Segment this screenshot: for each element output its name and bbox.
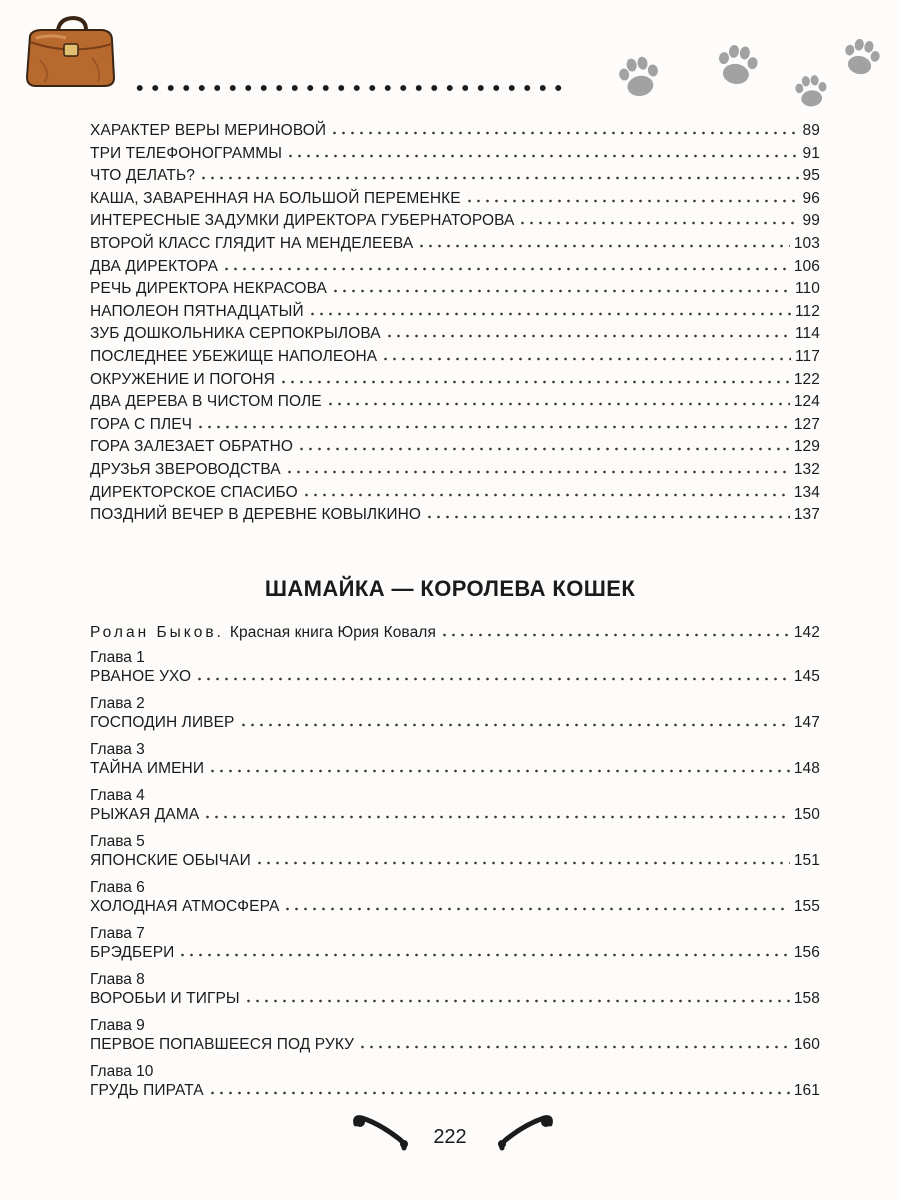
dot-leader [222, 267, 790, 271]
chapter-page: 155 [793, 898, 820, 915]
toc-entry-title: КАША, ЗАВАРЕННАЯ НА БОЛЬШОЙ ПЕРЕМЕНКЕ [90, 189, 461, 207]
chapter-page: 145 [793, 668, 820, 685]
toc-entry [90, 438, 820, 461]
chapter-row [90, 1036, 820, 1060]
section-title: ШАМАЙКА — КОРОЛЕВА КОШЕК [264, 576, 636, 601]
toc-entry-page: 96 [802, 189, 820, 207]
chapter-title: ЯПОНСКИЕ ОБЫЧАИ [90, 852, 251, 869]
chapter-label: Глава 6 [90, 879, 145, 896]
chapter-title: РВАНОЕ УХО [90, 668, 192, 685]
chapter-row [90, 668, 820, 692]
dot-leader [302, 493, 790, 497]
chapter-row [90, 1082, 820, 1106]
toc-entry-page: 110 [794, 280, 820, 298]
chapter-entry [90, 878, 820, 924]
toc-entry-page: 117 [794, 347, 820, 365]
dot-leader [518, 221, 798, 225]
dot-leader [381, 357, 791, 361]
chapter-title: ХОЛОДНАЯ АТМОСФЕРА [90, 898, 280, 915]
chapter-page: 147 [793, 714, 820, 731]
toc-list-shamaika [90, 624, 820, 1108]
chapter-entry [90, 924, 820, 970]
toc-entry-page: 106 [793, 257, 820, 275]
toc-entry-title: ПОЗДНИЙ ВЕЧЕР В ДЕРЕВНЕ КОВЫЛКИНО [90, 506, 422, 524]
toc-entry [90, 484, 820, 507]
foreword-entry [90, 624, 820, 648]
toc-entry [90, 167, 820, 190]
dot-leader [195, 677, 790, 681]
dot-leader [297, 447, 790, 451]
dot-leader [286, 154, 799, 158]
toc-entry [90, 122, 820, 145]
dot-leader [196, 425, 790, 429]
dot-leader [178, 953, 789, 957]
chapter-row [90, 852, 820, 876]
chapter-label: Глава 7 [90, 925, 145, 942]
chapter-page: 156 [793, 944, 820, 961]
toc-entry-title: ЗУБ ДОШКОЛЬНИКА СЕРПОКРЫЛОВА [90, 325, 381, 343]
toc-entry-title: ДРУЗЬЯ ЗВЕРОВОДСТВА [90, 460, 281, 478]
toc-entry [90, 235, 820, 258]
chapter-page: 160 [793, 1036, 820, 1053]
chapter-row [90, 714, 820, 738]
chapter-row [90, 990, 820, 1014]
toc-entry-page: 127 [793, 415, 820, 433]
dot-leader [358, 1045, 790, 1049]
chapter-label: Глава 1 [90, 649, 145, 666]
toc-entry-page: 132 [793, 460, 820, 478]
toc-entry [90, 145, 820, 168]
chapter-title: ТАЙНА ИМЕНИ [90, 760, 205, 777]
toc-entry-page: 134 [793, 483, 820, 501]
page-number: 222 [433, 1126, 467, 1148]
toc-entry-title: ДВА ДИРЕКТОРА [90, 257, 219, 275]
chapter-label: Глава 9 [90, 1017, 145, 1034]
chapter-title: ГОСПОДИН ЛИВЕР [90, 714, 235, 731]
toc-entry-page: 124 [793, 393, 820, 411]
toc-entry-title: ВТОРОЙ КЛАСС ГЛЯДИТ НА МЕНДЕЛЕЕВА [90, 234, 414, 252]
toc-entry-page: 137 [793, 506, 820, 524]
chapter-label: Глава 3 [90, 741, 145, 758]
dot-leader [279, 380, 790, 384]
toc-entry-page: 89 [802, 122, 820, 139]
dot-leader [308, 312, 791, 316]
chapter-title: ВОРОБЬИ И ТИГРЫ [90, 990, 240, 1007]
dot-leader [285, 470, 790, 474]
dot-leader [425, 515, 790, 519]
curled-ornament-icon [490, 1112, 556, 1152]
toc-entry-title: РЕЧЬ ДИРЕКТОРА НЕКРАСОВА [90, 280, 327, 298]
chapter-entry [90, 1062, 820, 1108]
toc-entry-page: 112 [794, 302, 820, 320]
toc-entry [90, 506, 820, 529]
dotted-ornament [132, 82, 562, 94]
chapter-row [90, 760, 820, 784]
briefcase-icon [22, 12, 118, 90]
chapter-title: РЫЖАЯ ДАМА [90, 806, 200, 823]
toc-entry-title: ХАРАКТЕР ВЕРЫ МЕРИНОВОЙ [90, 122, 327, 139]
toc-entry-page: 99 [802, 212, 820, 230]
toc-entry-page: 129 [793, 438, 820, 456]
dot-leader [208, 769, 790, 773]
toc-entry-title: НАПОЛЕОН ПЯТНАДЦАТЫЙ [90, 302, 304, 320]
chapter-title: ПЕРВОЕ ПОПАВШЕЕСЯ ПОД РУКУ [90, 1036, 355, 1053]
chapter-page: 150 [793, 806, 820, 823]
toc-list [90, 122, 820, 529]
chapter-label: Глава 5 [90, 833, 145, 850]
dot-leader [244, 999, 790, 1003]
chapter-label: Глава 8 [90, 971, 145, 988]
dot-leader [199, 176, 799, 180]
dot-leader [283, 907, 789, 911]
chapter-page: 151 [793, 852, 820, 869]
toc-entry [90, 461, 820, 484]
dot-leader [239, 723, 790, 727]
chapter-entry [90, 740, 820, 786]
toc-entry [90, 212, 820, 235]
toc-entry [90, 371, 820, 394]
toc-entry-title: ДВА ДЕРЕВА В ЧИСТОМ ПОЛЕ [90, 393, 322, 411]
toc-entry [90, 393, 820, 416]
chapter-row [90, 806, 820, 830]
chapter-entry [90, 786, 820, 832]
chapter-entry [90, 694, 820, 740]
toc-entry-page: 114 [794, 325, 820, 343]
dot-leader [330, 131, 798, 135]
paw-prints-icon [605, 24, 895, 120]
toc-entry-page: 122 [793, 370, 820, 388]
chapter-row [90, 898, 820, 922]
toc-entry-page: 103 [793, 234, 820, 252]
toc-entry-title: ПОСЛЕДНЕЕ УБЕЖИЩЕ НАПОЛЕОНА [90, 347, 378, 365]
chapter-entry [90, 648, 820, 694]
toc-entry [90, 258, 820, 281]
chapter-page: 158 [793, 990, 820, 1007]
toc-entry [90, 348, 820, 371]
chapter-page: 161 [793, 1082, 820, 1099]
dot-leader [440, 633, 790, 637]
toc-entry-title: ТРИ ТЕЛЕФОНОГРАММЫ [90, 144, 283, 162]
toc-entry [90, 325, 820, 348]
chapter-title: ГРУДЬ ПИРАТА [90, 1082, 204, 1099]
toc-entry [90, 280, 820, 303]
foreword-title: Красная книга Юрия Коваля [229, 624, 436, 641]
dot-leader [326, 402, 790, 406]
chapter-label: Глава 10 [90, 1063, 154, 1080]
toc-entry [90, 303, 820, 326]
chapter-title: БРЭДБЕРИ [90, 944, 175, 961]
chapter-row [90, 944, 820, 968]
foreword-author: Ролан Быков. [90, 624, 224, 641]
toc-entry-title: ГОРА ЗАЛЕЗАЕТ ОБРАТНО [90, 438, 294, 456]
chapter-page: 148 [793, 760, 820, 777]
dot-leader [417, 244, 790, 248]
chapter-label: Глава 2 [90, 695, 145, 712]
dot-leader [465, 199, 799, 203]
dot-leader [255, 861, 790, 865]
toc-entry-title: ЧТО ДЕЛАТЬ? [90, 167, 195, 185]
dot-leader [208, 1091, 790, 1095]
dot-leader [385, 334, 791, 338]
toc-entry-title: ИНТЕРЕСНЫЕ ЗАДУМКИ ДИРЕКТОРА ГУБЕРНАТОРОВА [90, 212, 515, 230]
toc-entry-page: 91 [802, 144, 820, 162]
toc-entry-title: ГОРА С ПЛЕЧ [90, 415, 193, 433]
chapter-entry [90, 832, 820, 878]
chapter-label: Глава 4 [90, 787, 145, 804]
toc-entry-title: ДИРЕКТОРСКОЕ СПАСИБО [90, 483, 298, 501]
toc-entry [90, 190, 820, 213]
dot-leader [331, 289, 791, 293]
chapter-entry [90, 1016, 820, 1062]
chapter-entry [90, 970, 820, 1016]
foreword-page: 142 [793, 624, 820, 641]
toc-entry [90, 416, 820, 439]
dot-leader [203, 815, 790, 819]
toc-entry-page: 95 [802, 167, 820, 185]
toc-entry-title: ОКРУЖЕНИЕ И ПОГОНЯ [90, 370, 275, 388]
